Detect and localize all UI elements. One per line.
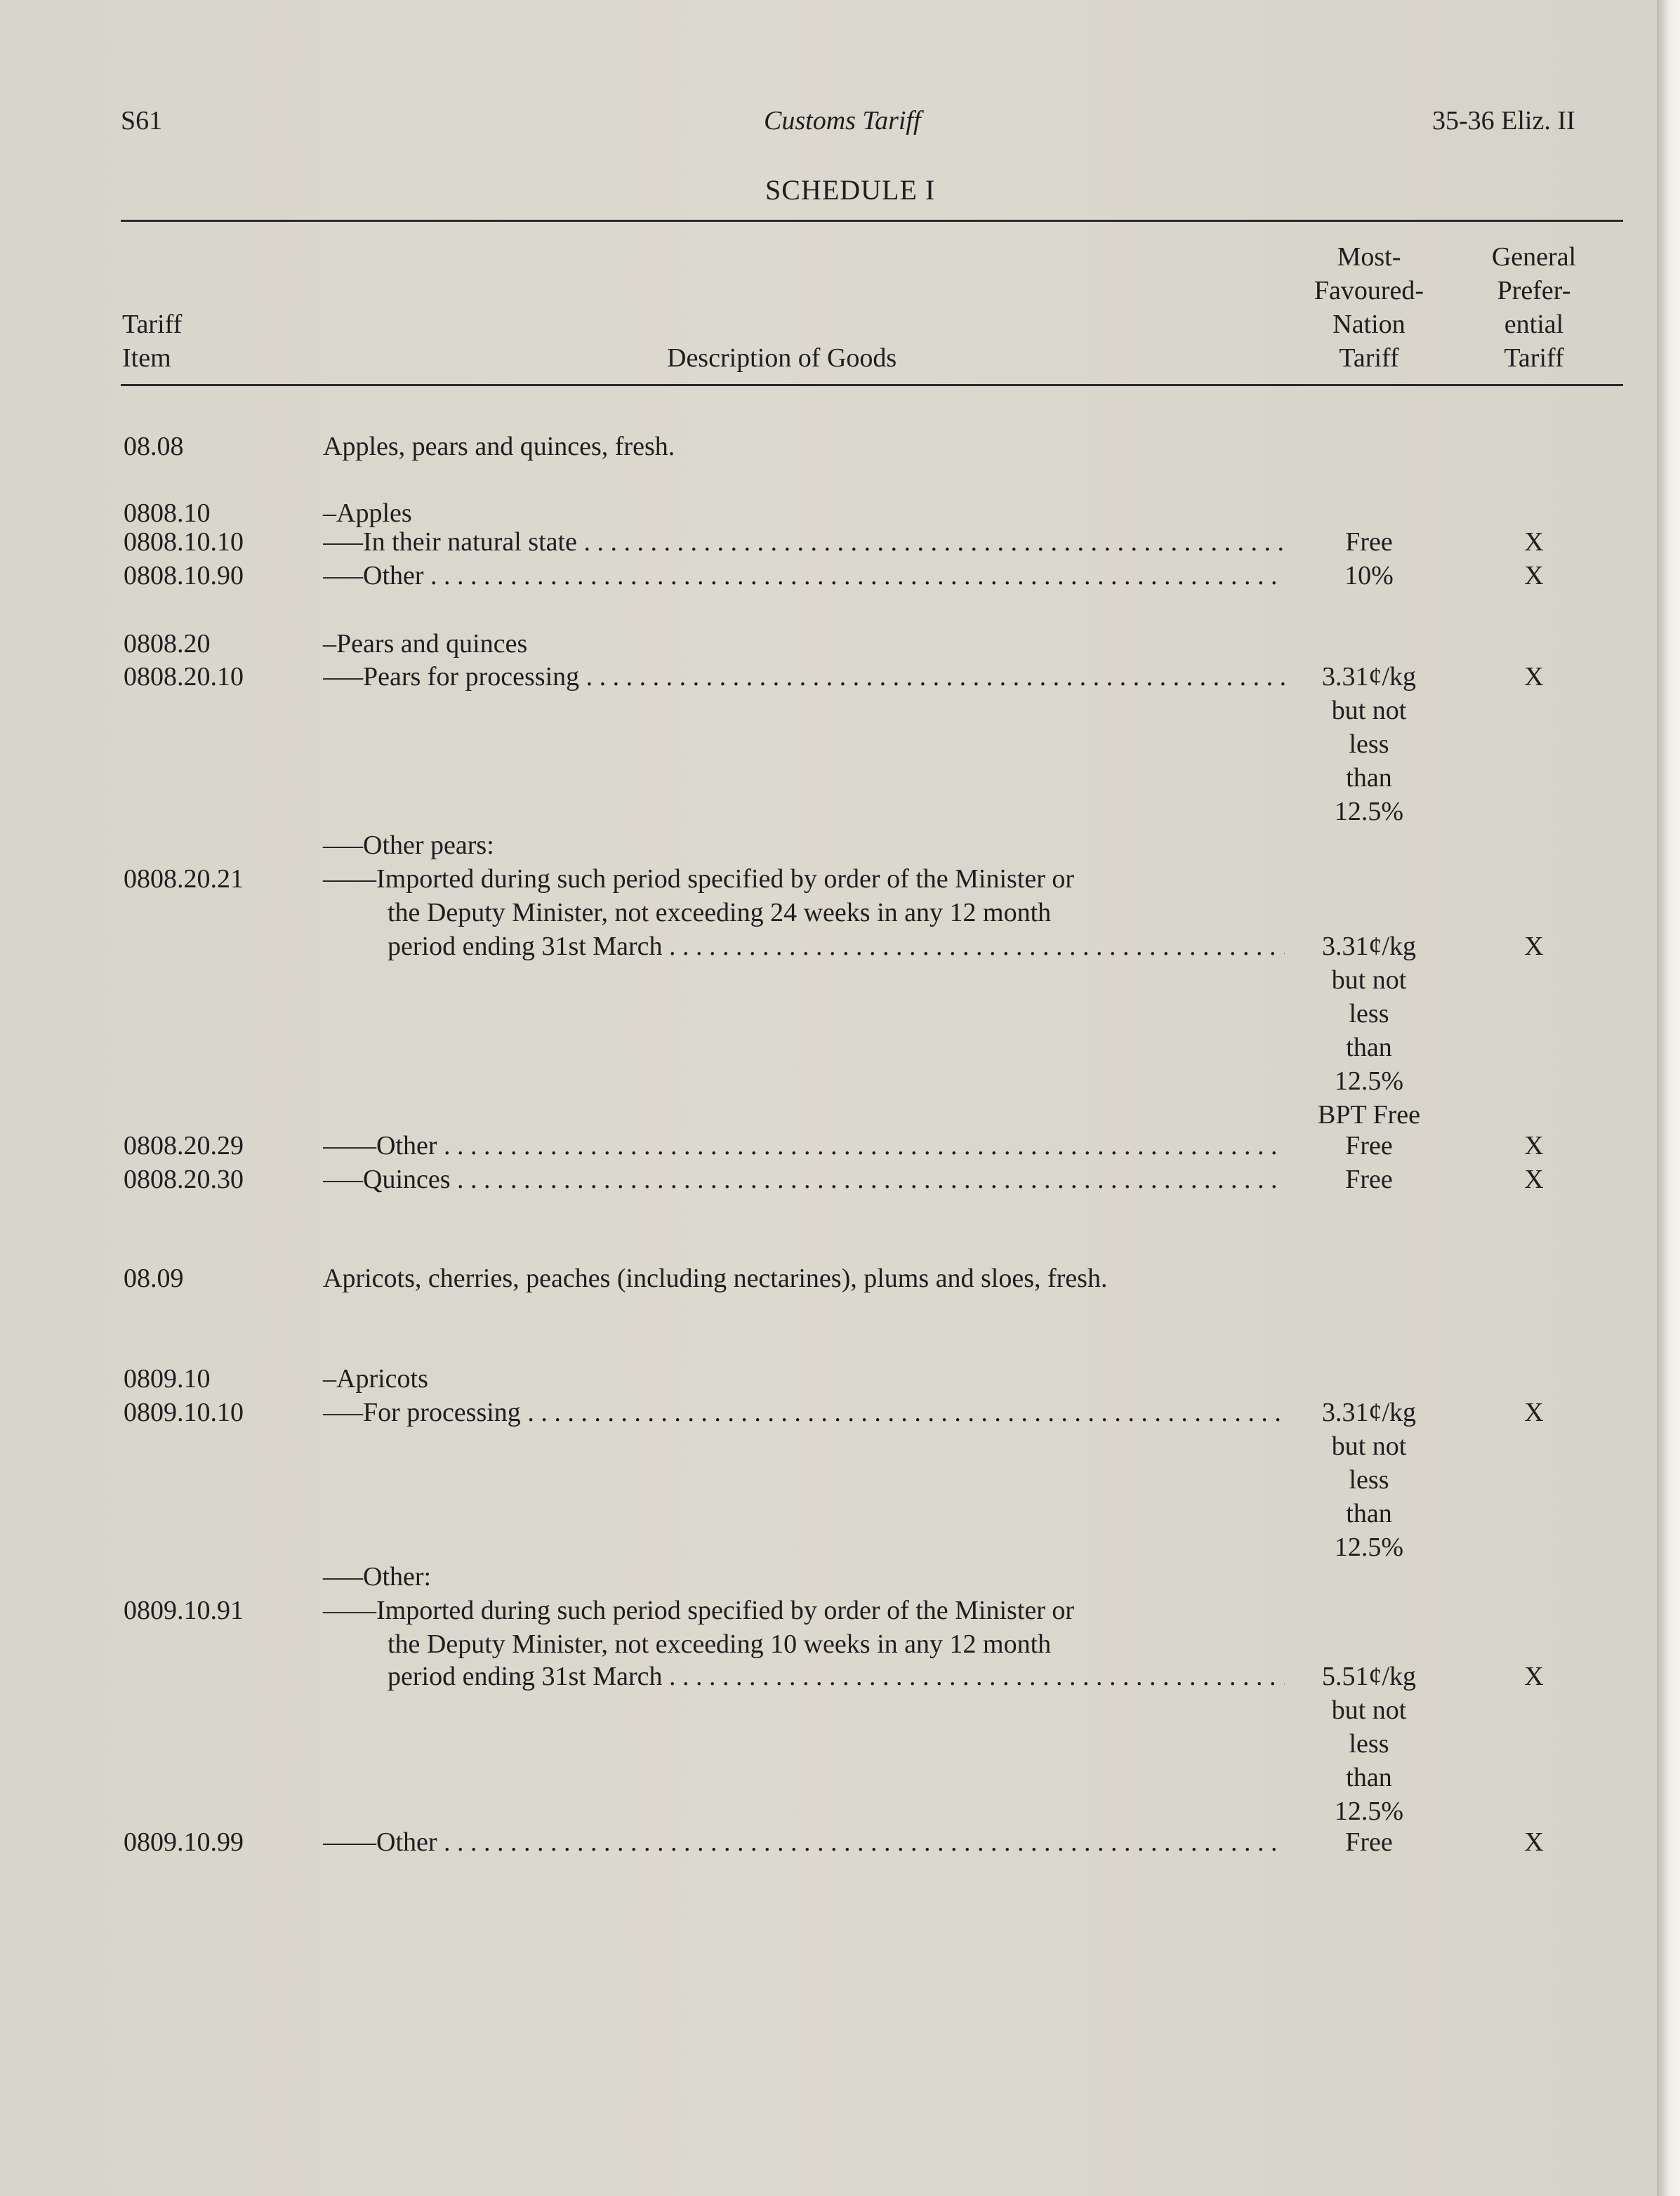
goods-description: –––Pears for processing . . . <box>323 660 1285 694</box>
mfn-rate: Free <box>1345 1165 1393 1194</box>
tariff-item: 0808.10.10 <box>124 527 244 557</box>
page-number: S61 <box>121 106 163 135</box>
goods-description: –––Other: <box>323 1562 432 1592</box>
mfn-rate: 3.31¢/kg but not less than 12.5% <box>1321 662 1417 826</box>
running-title: Customs Tariff <box>764 106 921 135</box>
top-rule <box>121 220 1623 222</box>
tariff-item: 0808.10.90 <box>124 561 244 590</box>
gpt-mark: X <box>1524 561 1544 590</box>
gpt-mark: X <box>1524 1398 1544 1427</box>
tariff-item: 0808.10 <box>124 498 211 528</box>
regnal-year: 35-36 Eliz. II <box>1432 106 1575 135</box>
mfn-rate: 5.51¢/kg but not less than 12.5% <box>1321 1662 1417 1826</box>
gpt-mark: X <box>1524 932 1544 961</box>
header-rule <box>121 384 1623 386</box>
goods-description-continued: period ending 31st March . . . <box>388 1660 1285 1693</box>
goods-description: –Pears and quinces <box>323 629 528 659</box>
tariff-item: 08.09 <box>124 1264 184 1293</box>
col-head-mfn: Most- Favoured- Nation Tariff <box>1314 242 1424 373</box>
gpt-mark: X <box>1524 527 1544 557</box>
gpt-mark: X <box>1524 662 1544 692</box>
mfn-rate: 10% <box>1344 561 1394 590</box>
tariff-item: 0808.20.21 <box>124 864 244 894</box>
tariff-item: 08.08 <box>124 432 184 461</box>
goods-description: Apricots, cherries, peaches (including nectarines), plums and sloes, fresh. <box>323 1264 1108 1293</box>
schedule-title: SCHEDULE I <box>765 174 936 206</box>
gpt-mark: X <box>1524 1662 1544 1691</box>
goods-description: ––––Imported during such period specified by order of the Minister or <box>323 1596 1075 1625</box>
col-head-description: Description of Goods <box>667 343 897 373</box>
tariff-item: 0809.10.99 <box>124 1827 244 1857</box>
goods-description: –––Other pears: <box>323 831 494 860</box>
goods-description: –Apricots <box>323 1364 428 1394</box>
tariff-item: 0808.20.29 <box>124 1131 244 1160</box>
goods-description-continued: the Deputy Minister, not exceeding 24 weeks in any 12 month <box>388 898 1052 927</box>
goods-description: ––––Other . . . <box>323 1825 1285 1859</box>
col-head-tariff-item: Tariff Item <box>122 310 183 373</box>
goods-description: –Apples <box>323 498 412 528</box>
col-head-gpt: General Prefer- ential Tariff <box>1491 242 1577 373</box>
goods-description: –––In their natural state . . . <box>323 525 1285 559</box>
mfn-rate: Free <box>1345 1131 1393 1160</box>
goods-description: ––––Imported during such period specified by order of the Minister or <box>323 864 1075 894</box>
goods-description: Apples, pears and quinces, fresh. <box>323 432 675 461</box>
tariff-item: 0808.20.30 <box>124 1165 244 1194</box>
goods-description: ––––Other . . . <box>323 1129 1285 1163</box>
goods-description: –––For processing . . . <box>323 1396 1285 1429</box>
mfn-rate: 3.31¢/kg but not less than 12.5% BPT Free <box>1317 932 1421 1130</box>
tariff-item: 0809.10.91 <box>124 1596 244 1625</box>
goods-description-continued: period ending 31st March . . . <box>388 930 1285 963</box>
goods-description: –––Quinces . . . <box>323 1163 1285 1196</box>
tariff-item: 0809.10.10 <box>124 1398 244 1427</box>
goods-description-continued: the Deputy Minister, not exceeding 10 weeks in any 12 month <box>388 1629 1052 1659</box>
tariff-item: 0808.20 <box>124 629 211 659</box>
gpt-mark: X <box>1524 1827 1544 1857</box>
tariff-item: 0809.10 <box>124 1364 211 1394</box>
mfn-rate: Free <box>1345 1827 1393 1857</box>
gpt-mark: X <box>1524 1131 1544 1160</box>
page-edge <box>1657 0 1680 2196</box>
goods-description: –––Other . . . <box>323 559 1285 593</box>
mfn-rate: 3.31¢/kg but not less than 12.5% <box>1321 1398 1417 1562</box>
gpt-mark: X <box>1524 1165 1544 1194</box>
mfn-rate: Free <box>1345 527 1393 557</box>
tariff-item: 0808.20.10 <box>124 662 244 692</box>
